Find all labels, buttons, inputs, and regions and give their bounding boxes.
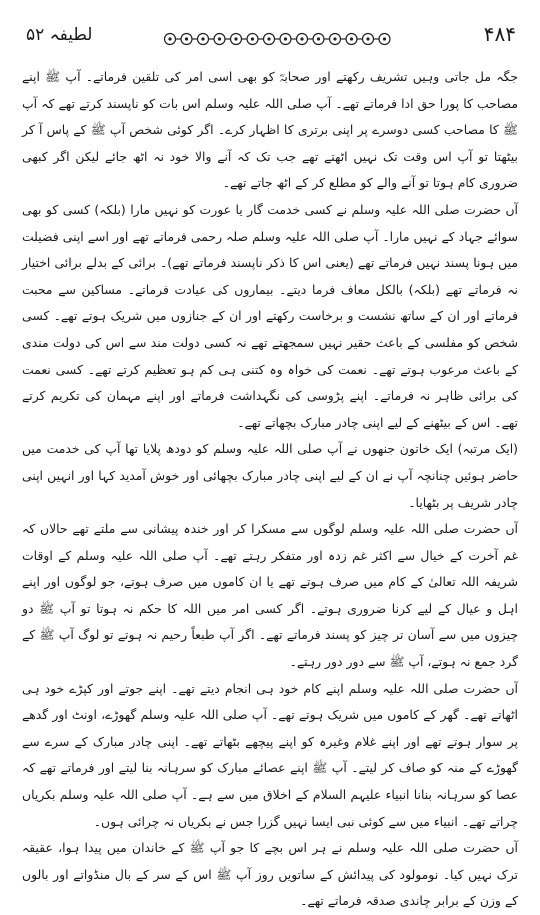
ornament-dot xyxy=(383,37,386,40)
ornament-dot xyxy=(300,37,303,40)
paragraph-3: (ایک مرتبہ) ایک خاتون جنھوں نے آپ صلی اللہ علیہ وسلم کو دودھ پلایا تھا آپ کی خدمت میں حاضر ہوئیں چنانچہ آپ نے ان کے لیے اپنی چادر مبارک بچھائی اور خوش آمدید کہا اور انہیں اپنی چادر شریف پر بٹھایا۔ xyxy=(22,441,518,510)
paragraph-2: آں حضرت صلی اللہ علیہ وسلم نے کسی خدمت گار یا عورت کو نہیں مارا (بلکہ) کسی کو بھی سوائے جہاد کے نہیں مارا۔ آپ صلی اللہ علیہ وسلم صلہ رحمی فرماتے تھے اور اسے اپنی فضیلت میں ہونا پسند نہیں فرماتے تھے (یعنی اس کا ذکر ناپسند فرماتے تھے)۔ برائی کے بدلے برائی اختیار نہ فرماتے تھے (بلکہ) بالکل معاف فرما دیتے۔ بیماروں کی عیادت فرماتے۔ مساکین سے محبت فرماتے اور ان کے ساتھ نشست و برخاست رکھتے اور ان کے جنازوں میں شریک ہوتے تھے۔ کسی شخص کو مفلسی کے باعث حقیر نہیں سمجھتے تھے نہ کسی دولت مند سے اس کی دولت مندی کے باعث مرعوب ہوتے تھے۔ نعمت کی خواہ وہ کتنی ہی کم ہو تعظیم کرتے تھے۔ کسی نعمت کی برائی ظاہر نہ فرماتے۔ اپنے پڑوسی کی نگہداشت فرماتے اور اپنے مہمان کی تکریم کرتے تھے۔ اس کے بیٹھنے کے لیے اپنی چادر مبارک بچھاتے تھے۔ xyxy=(22,201,518,430)
page-body xyxy=(22,64,518,915)
paragraph-1: جگہ مل جاتی وہیں تشریف رکھتے اور صحابہؓ کو بھی اسی امر کی تلقین فرماتے۔ آپ ﷺ اپنے مصاحب کا پورا حق ادا فرماتے تھے۔ آپ صلی اللہ علیہ وسلم اس بات کو ناپسند کرتے تھے کہ آپ ﷺ کا مصاحب کسی دوسرے پر اپنی برتری کا اظہار کرے۔ اگر کوئی شخص آپ ﷺ کے پاس آ کر بیٹھتا تو آپ اس وقت تک نہیں اٹھتے تھے جب تک کہ آنے والا خود نہ اٹھ جائے لیکن اگر کبھی ضروری کام ہوتا تو آنے والے کو مطلع کر کے اٹھ جاتے تھے۔ xyxy=(22,69,518,191)
ornament-dot xyxy=(234,37,237,40)
paragraph-5: آں حضرت صلی اللہ علیہ وسلم اپنے کام خود ہی انجام دیتے تھے۔ اپنے جوتے اور کپڑے خود ہی اٹھاتے تھے۔ گھر کے کاموں میں شریک ہوتے تھے۔ آپ صلی اللہ علیہ وسلم گھوڑے، اونٹ اور گدھے پر سوار ہوتے تھے اور اپنے غلام وغیرہ کو اپنے پیچھے بٹھاتے تھے۔ اپنی چادر مبارک کے سرے سے گھوڑے کے منہ کو صاف کر لیتے۔ آپ ﷺ اپنے عصائے مبارک کو سرہانہ بنا لیتے اور فرماتے تھے کہ عصا کو سرہانہ بنانا انبیاء علیہم السلام کے اخلاق میں سے ہے۔ آپ صلی اللہ علیہ وسلم بکریاں چراتے تھے۔ انبیاء میں سے کوئی نبی ایسا نہیں گزرا جس نے بکریاں نہ چرائی ہوں۔ xyxy=(22,680,518,829)
paragraph-6: آں حضرت صلی اللہ علیہ وسلم نے ہر اس بچے کا جو آپ ﷺ کے خاندان میں پیدا ہوا، عقیقہ ترک نہیں کیا۔ نومولود کی پیدائش کے ساتویں روز آپ ﷺ اس کے سر کے بال منڈواتے اور بالوں کے وزن کے برابر چاندی صدقہ فرماتے تھے۔ xyxy=(22,840,518,909)
ornament-dot xyxy=(267,37,270,40)
ornament-chain-graphic xyxy=(160,28,400,50)
ornament-dot xyxy=(317,37,320,40)
ornament-dot xyxy=(350,37,353,40)
ornament-dot xyxy=(333,37,336,40)
ornament-dot xyxy=(366,37,369,40)
ornament-dot xyxy=(218,37,221,40)
ornament-dot xyxy=(284,37,287,40)
section-label: لطیفہ ۵۲ xyxy=(26,25,93,45)
page-number: ۴۸۴ xyxy=(483,22,516,46)
decorative-ornament xyxy=(160,28,400,50)
ornament-dot xyxy=(168,37,171,40)
ornament-dot xyxy=(251,37,254,40)
page-header xyxy=(20,20,520,54)
ornament-dot xyxy=(201,37,204,40)
paragraph-4: آں حضرت صلی اللہ علیہ وسلم لوگوں سے مسکرا کر اور خندہ پیشانی سے ملتے تھے حالاں کہ غم آخرت کے خیال سے اکثر غم زدہ اور متفکر رہتے تھے۔ آپ صلی اللہ علیہ وسلم کے اوقات شریفہ اللہ تعالیٰ کے کام میں صرف ہوتے تھے یا ان کاموں میں صرف ہوتے، جو لوگوں اور اپنے اہل و عیال کے لیے کرنا ضروری ہوتے۔ اگر کسی امر میں اللہ کا حکم نہ ہوتا تو آپ ﷺ دو چیزوں میں سے آسان تر چیز کو پسند فرماتے تھے۔ اگر آپ طبعاً رحیم نہ ہوتے تو لوگ آپ ﷺ کے گرد جمع نہ ہوتے، آپ ﷺ سے دور دور رہتے۔ xyxy=(22,521,518,670)
ornament-dot xyxy=(185,37,188,40)
